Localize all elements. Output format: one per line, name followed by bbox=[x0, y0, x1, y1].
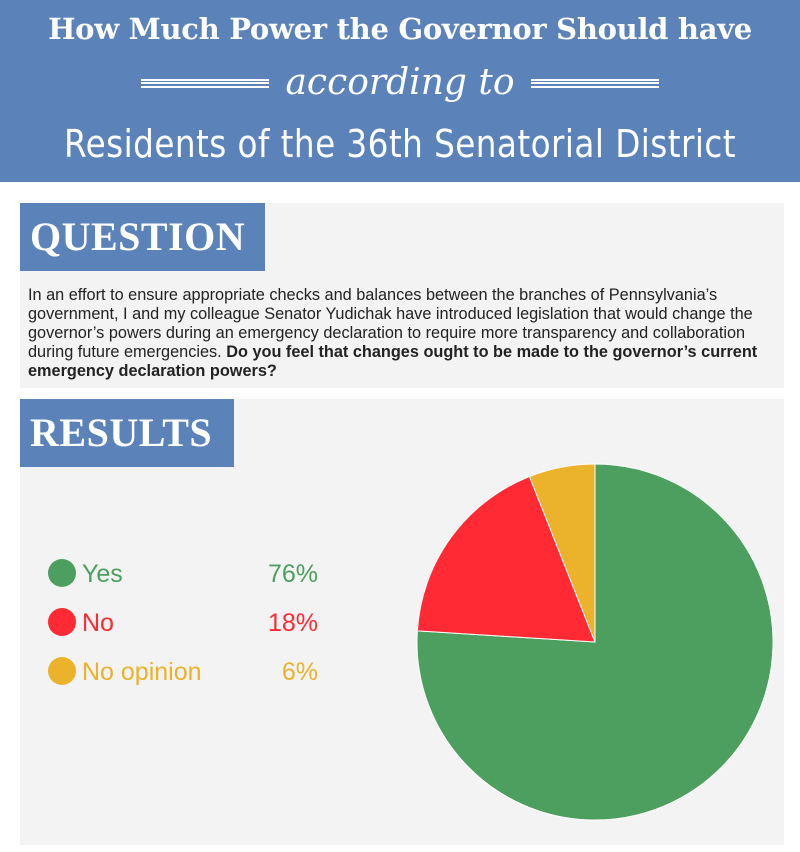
legend-label-no-opinion: No opinion bbox=[82, 658, 202, 686]
header-banner bbox=[0, 0, 800, 182]
title-line-1: How Much Power the Governor Should have bbox=[48, 12, 752, 46]
question-text bbox=[28, 286, 776, 381]
title-line-2: according to bbox=[285, 62, 515, 103]
legend-label-yes: Yes bbox=[82, 560, 123, 588]
decorative-rule-right bbox=[531, 79, 659, 88]
question-label: QUESTION bbox=[20, 203, 265, 271]
question-panel bbox=[20, 203, 784, 388]
pie-chart bbox=[415, 462, 775, 822]
legend-item-yes bbox=[48, 559, 348, 608]
question-body: In an effort to ensure appropriate checks and balances between the branches of Pennsylvania’s government, I and my colleague Senator Yudichak have introduced legislation that would change the governor’s powers during an emergency declaration to require more transparency and collaboration during future emergencies. bbox=[28, 286, 753, 361]
legend-dot-no bbox=[48, 608, 76, 636]
question-bold: Do you feel that changes ought to be made to the governor’s current emergency declaration powers? bbox=[28, 343, 758, 380]
legend-item-no-opinion bbox=[48, 657, 348, 706]
legend-value-no-opinion: 6% bbox=[281, 658, 318, 686]
legend-item-no bbox=[48, 608, 348, 657]
legend-dot-no-opinion bbox=[48, 657, 76, 685]
chart-legend bbox=[48, 559, 348, 706]
legend-value-no: 18% bbox=[267, 609, 318, 637]
results-label: RESULTS bbox=[20, 399, 234, 467]
results-panel bbox=[20, 399, 784, 845]
title-line-2-row bbox=[0, 60, 800, 106]
legend-value-yes: 76% bbox=[267, 560, 318, 588]
decorative-rule-left bbox=[141, 79, 269, 88]
legend-dot-yes bbox=[48, 559, 76, 587]
legend-label-no: No bbox=[82, 609, 114, 637]
title-line-3: Residents of the 36th Senatorial District bbox=[63, 122, 737, 166]
